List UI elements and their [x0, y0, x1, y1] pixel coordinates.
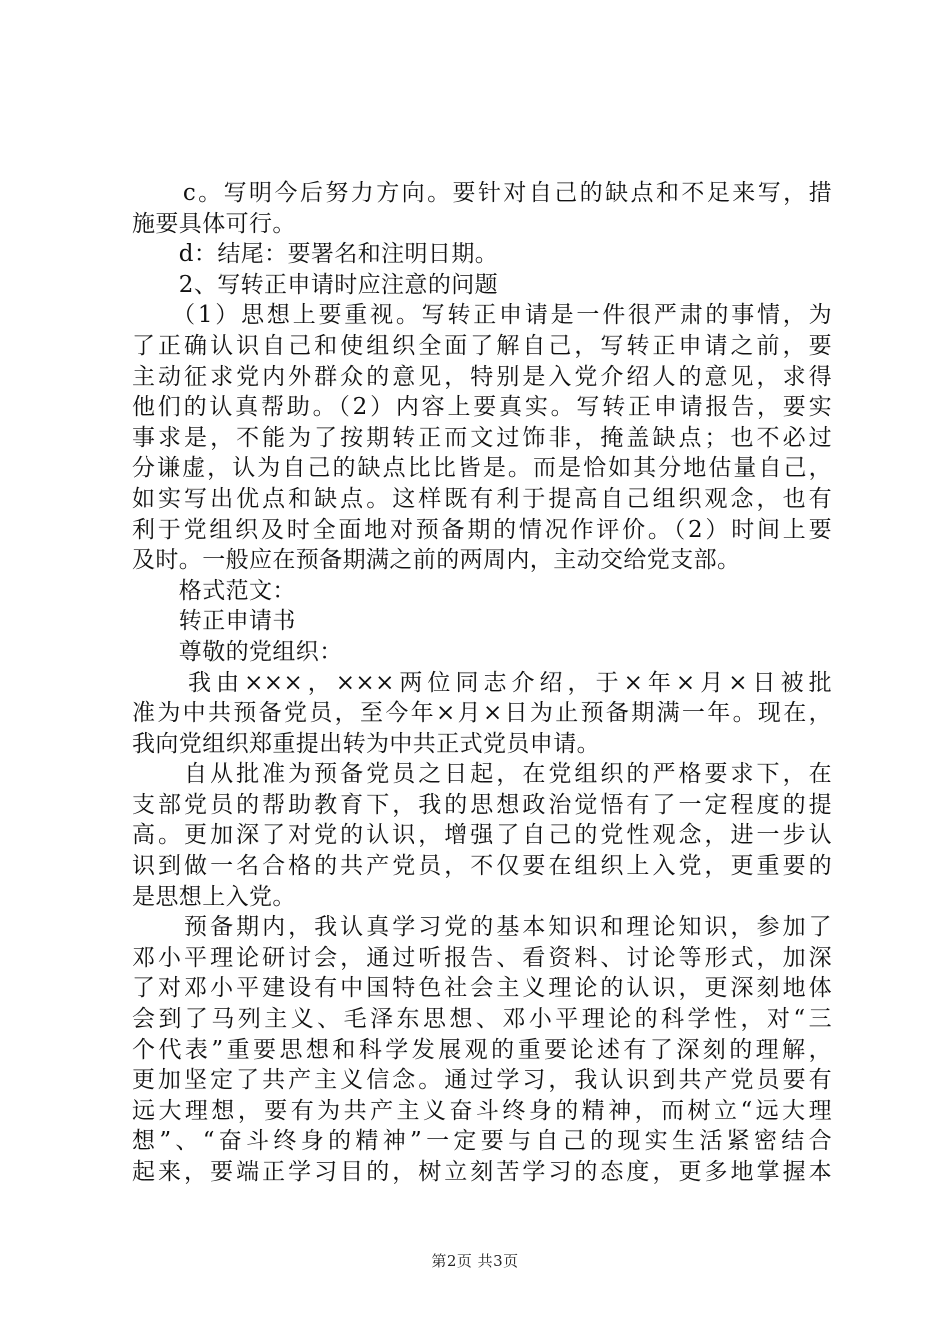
text-line: 利于党组织及时全面地对预备期的情况作评价。（2）时间上要 [132, 516, 832, 543]
text-line: 主动征求党内外群众的意见，特别是入党介绍人的意见，求得 [132, 363, 832, 390]
text-line: 支部党员的帮助教育下，我的思想政治觉悟有了一定程度的提 [132, 791, 832, 818]
text-line: 会到了马列主义、毛泽东思想、邓小平理论的科学性，对“三 [132, 1006, 832, 1033]
text-line: d：结尾：要署名和注明日期。 [132, 241, 499, 268]
text-line: 分谦虚，认为自己的缺点比比皆是。而是恰如其分地估量自己， [132, 455, 832, 482]
text-line: 事求是，不能为了按期转正而文过饰非，掩盖缺点；也不必过 [132, 424, 832, 451]
text-line: 想”、“奋斗终身的精神”一定要与自己的现实生活紧密结合 [132, 1128, 832, 1155]
text-line: 及时。一般应在预备期满之前的两周内，主动交给党支部。 [132, 547, 741, 574]
text-line: 远大理想，要有为共产主义奋斗终身的精神，而树立“远大理 [132, 1097, 832, 1124]
text-line: c。写明今后努力方向。要针对自己的缺点和不足来写，措 [132, 180, 832, 206]
text-line: 预备期内，我认真学习党的基本知识和理论知识，参加了 [132, 914, 832, 941]
page-footer: 第2页 共3页 [431, 1252, 519, 1270]
text-line: 更加坚定了共产主义信念。通过学习，我认识到共产党员要有 [132, 1067, 832, 1094]
text-line: 自从批准为预备党员之日起，在党组织的严格要求下，在 [132, 761, 832, 788]
text-line: 高。更加深了对党的认识，增强了自己的党性观念，进一步认 [132, 822, 832, 849]
text-line: 格式范文： [132, 577, 296, 604]
text-line: 是思想上入党。 [132, 883, 296, 910]
text-line: 了正确认识自己和使组织全面了解自己，写转正申请之前，要 [132, 332, 832, 359]
text-line: 我向党组织郑重提出转为中共正式党员申请。 [132, 730, 600, 757]
text-line: 起来，要端正学习目的，树立刻苦学习的态度，更多地掌握本 [132, 1159, 832, 1185]
text-line: 准为中共预备党员，至今年×月×日为止预备期满一年。现在， [132, 700, 832, 727]
text-line: 了对邓小平建设有中国特色社会主义理论的认识，更深刻地体 [132, 975, 832, 1002]
text-line: 施要具体可行。 [132, 210, 296, 237]
text-line: 2、写转正申请时应注意的问题 [132, 271, 499, 298]
text-line: 识到做一名合格的共产党员，不仅要在组织上入党，更重要的 [132, 853, 832, 880]
text-line: （1）思想上要重视。写转正申请是一件很严肃的事情，为 [132, 302, 832, 329]
text-line: 邓小平理论研讨会，通过听报告、看资料、讨论等形式，加深 [132, 944, 832, 971]
text-line: 如实写出优点和缺点。这样既有利于提高自己组织观念，也有 [132, 485, 832, 512]
text-line: 个代表”重要思想和科学发展观的重要论述有了深刻的理解， [132, 1036, 832, 1063]
text-line: 我由×××，×××两位同志介绍，于×年×月×日被批 [132, 669, 832, 696]
text-line: 转正申请书 [132, 608, 296, 635]
document-body [132, 178, 832, 1188]
text-line: 他们的认真帮助。（2）内容上要真实。写转正申请报告，要实 [132, 394, 832, 421]
text-line: 尊敬的党组织： [132, 638, 343, 665]
